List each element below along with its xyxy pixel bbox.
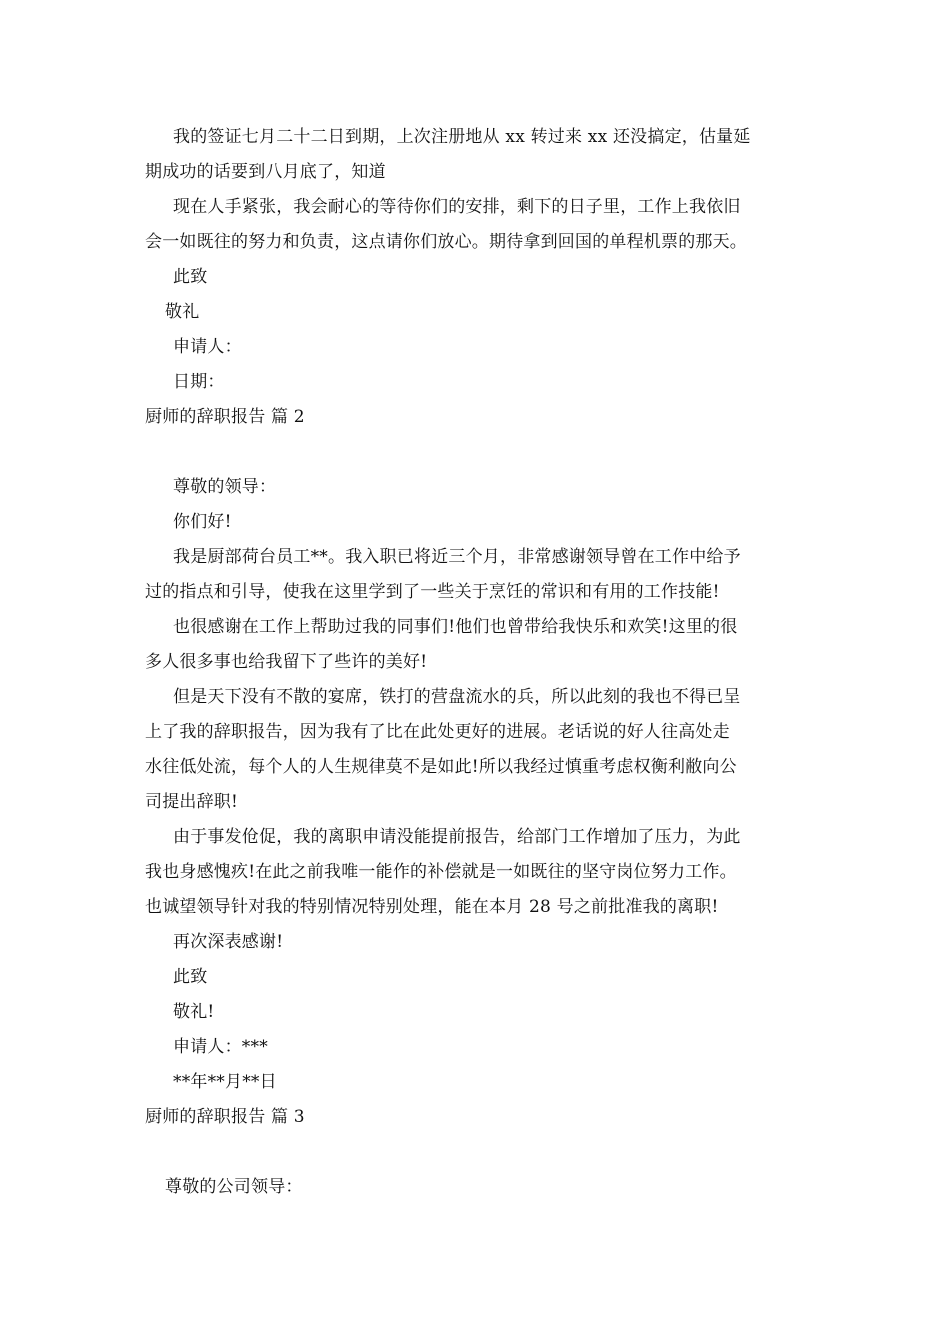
closing-cizhi: 此致 — [173, 267, 208, 287]
thanks-line: 再次深表感谢! — [173, 932, 284, 952]
applicant-label: 申请人： — [173, 337, 242, 357]
paragraph-line: 多人很多事也给我留下了些许的美好! — [145, 652, 428, 672]
paragraph-line: 由于事发伧促，我的离职申请没能提前报告，给部门工作增加了压力，为此 — [173, 827, 741, 847]
paragraph-line: 期成功的话要到八月底了，知道 — [145, 162, 386, 182]
greeting: 你们好! — [173, 512, 232, 532]
paragraph-line: 上了我的辞职报告，因为我有了比在此处更好的进展。老话说的好人往高处走 — [145, 722, 730, 742]
paragraph-line: 我也身感愧疚!在此之前我唯一能作的补偿就是一如既往的坚守岗位努力工作。 — [145, 862, 737, 882]
salutation: 尊敬的公司领导： — [165, 1177, 303, 1197]
paragraph-line: 也很感谢在工作上帮助过我的同事们!他们也曾带给我快乐和欢笑!这里的很 — [173, 617, 738, 637]
closing-jingli: 敬礼 — [165, 302, 200, 322]
closing-cizhi: 此致 — [173, 967, 208, 987]
paragraph-line: 我是厨部荷台员工**。我入职已将近三个月，非常感谢领导曾在工作中给予 — [173, 547, 741, 567]
section-heading: 厨师的辞职报告 篇 3 — [145, 1107, 305, 1127]
applicant-label: 申请人：*** — [173, 1037, 268, 1057]
paragraph-line: 过的指点和引导，使我在这里学到了一些关于烹饪的常识和有用的工作技能! — [145, 582, 720, 602]
date-label: **年**月**日 — [173, 1072, 277, 1092]
paragraph-line: 但是天下没有不散的宴席，铁打的营盘流水的兵，所以此刻的我也不得已呈 — [173, 687, 741, 707]
paragraph-line: 我的签证七月二十二日到期，上次注册地从 xx 转过来 xx 还没搞定，估量延 — [173, 127, 751, 147]
paragraph-line: 现在人手紧张，我会耐心的等待你们的安排，剩下的日子里，工作上我依旧 — [173, 197, 741, 217]
date-label: 日期： — [173, 372, 225, 392]
salutation: 尊敬的领导： — [173, 477, 277, 497]
section-heading: 厨师的辞职报告 篇 2 — [145, 407, 305, 427]
paragraph-line: 水往低处流，每个人的人生规律莫不是如此!所以我经过慎重考虑权衡利敝向公 — [145, 757, 737, 777]
paragraph-line: 也诚望领导针对我的特别情况特别处理，能在本月 28 号之前批准我的离职! — [145, 897, 719, 917]
paragraph-line: 司提出辞职! — [145, 792, 239, 812]
paragraph-line: 会一如既往的努力和负责，这点请你们放心。期待拿到回国的单程机票的那天。 — [145, 232, 747, 252]
closing-jingli: 敬礼! — [173, 1002, 215, 1022]
